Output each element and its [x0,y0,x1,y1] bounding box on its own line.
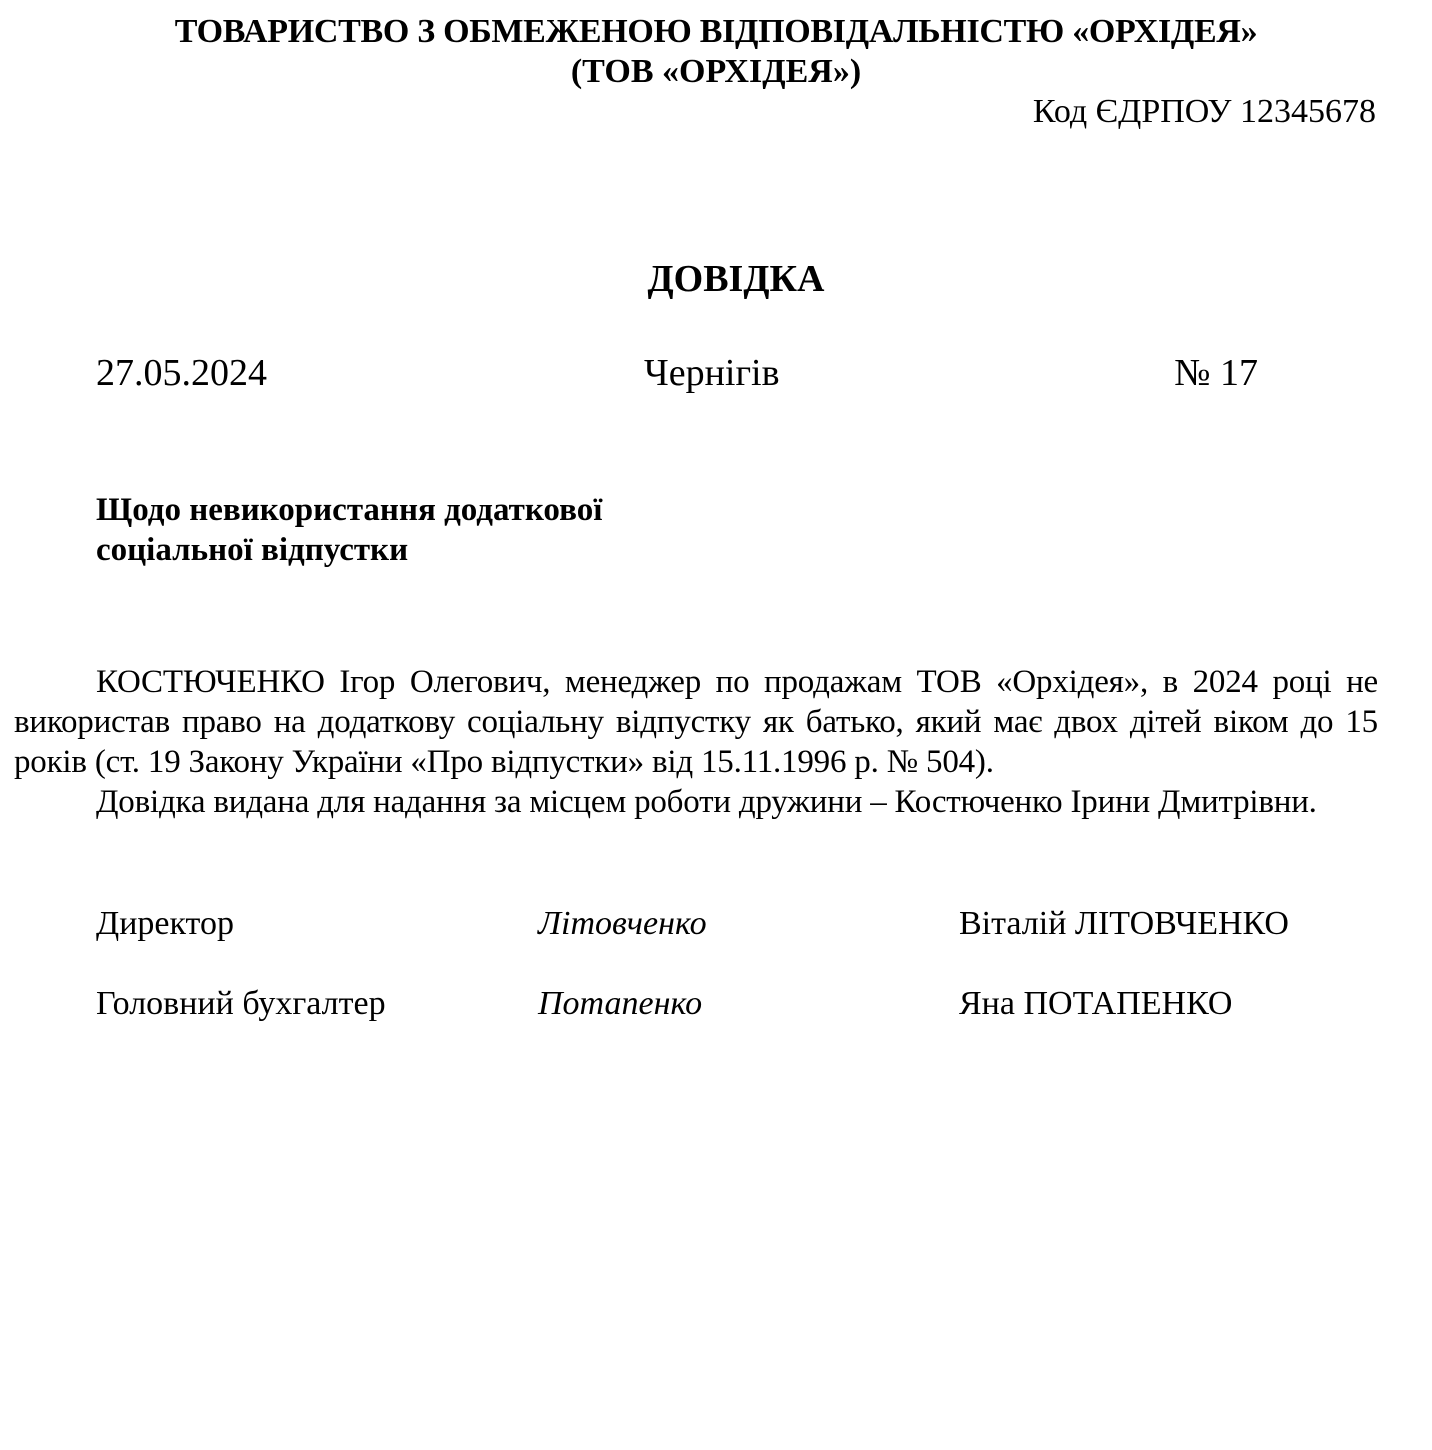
signer-signature: Літовченко [538,905,707,942]
signer-full-name: Віталій ЛІТОВЧЕНКО [959,905,1289,942]
signer-signature: Потапенко [538,985,703,1022]
document-city: Чернігів [644,352,780,394]
subject-line-1: Щодо невикористання додаткової [96,492,603,528]
organization-short-name: (ТОВ «ОРХІДЕЯ») [570,53,862,90]
signer-full-name: Яна ПОТАПЕНКО [959,985,1233,1022]
document-subject [96,490,716,570]
body-paragraph-1: КОСТЮЧЕНКО Ігор Олегович, менеджер по продажам ТОВ «Орхідея», в 2024 році не використав право на додаткову соціальну відпустку як батько, який має двох дітей віком до 15 років (ст. 19 Закону України «Про відпустки» від 15.11.1996 р. № 504). [14,664,1378,780]
document-number: № 17 [1174,352,1258,394]
document-date: 27.05.2024 [96,352,267,394]
document-body [14,662,1378,822]
signer-position: Головний бухгалтер [96,985,386,1022]
signer-position: Директор [96,905,234,942]
edrpou-code: Код ЄДРПОУ 12345678 [1032,93,1376,130]
organization-full-name: ТОВАРИСТВО З ОБМЕЖЕНОЮ ВІДПОВІДАЛЬНІСТЮ «ОРХІДЕЯ» [174,13,1258,50]
body-paragraph-2: Довідка видана для надання за місцем роботи дружини – Костюченко Ірини Дмитрівни. [96,784,1317,820]
document-meta-row [96,350,1258,396]
document-title: ДОВІДКА [647,258,825,300]
signature-row-chief-accountant [96,982,1346,1026]
subject-line-2: соціальної відпустки [96,532,409,568]
signature-row-director [96,902,1346,946]
